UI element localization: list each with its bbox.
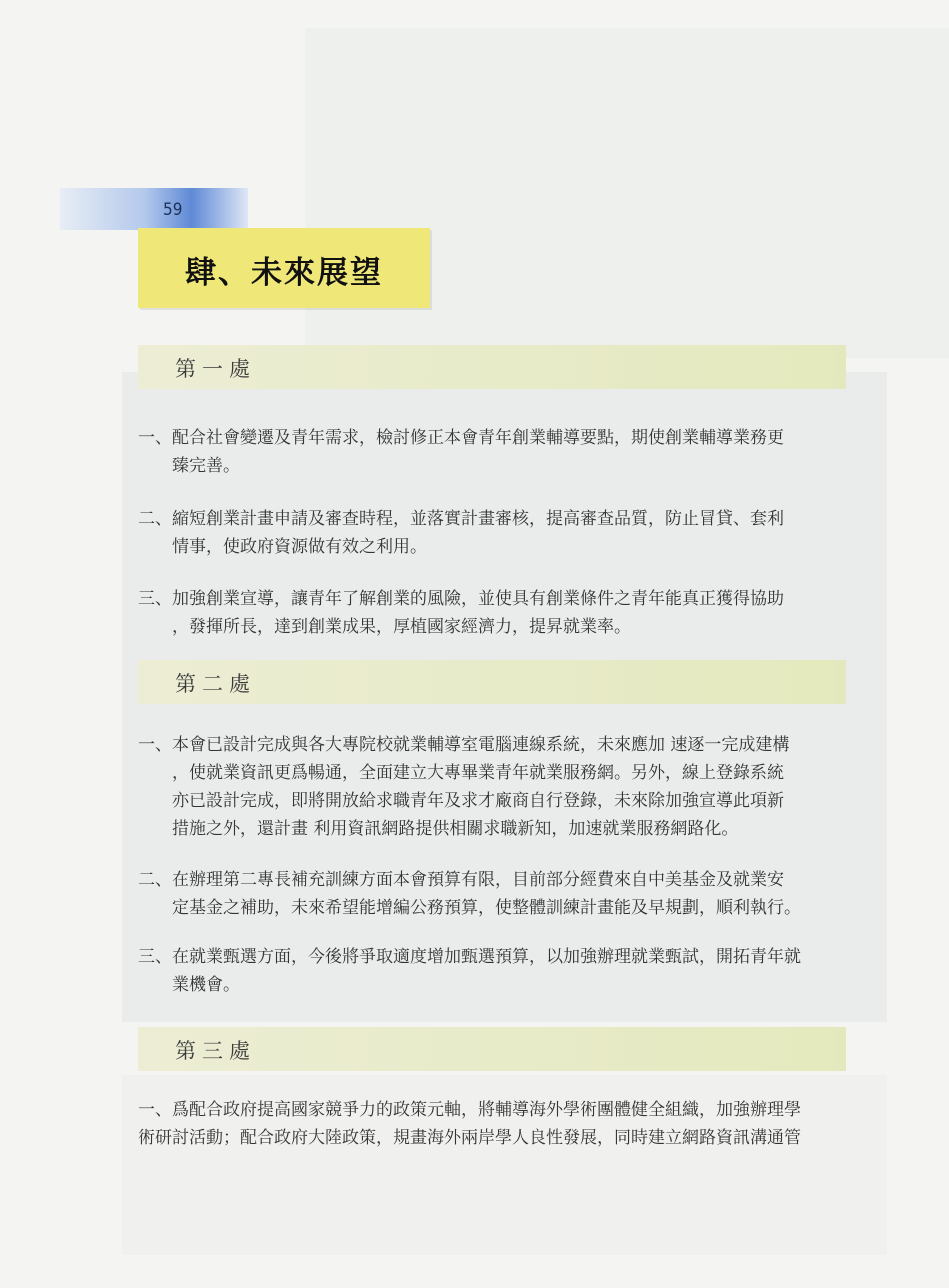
paragraph-line: 一、配合社會變遷及青年需求，檢討修正本會青年創業輔導要點，期使創業輔導業務更 xyxy=(138,428,784,448)
page-number-bar xyxy=(60,188,248,230)
paragraph-line: 措施之外，還計畫 利用資訊網路提供相關求職新知，加速就業服務網路化。 xyxy=(172,819,739,839)
paragraph-line: 業機會。 xyxy=(172,975,240,995)
list-item xyxy=(138,1096,846,1152)
paragraph-line: ，使就業資訊更爲暢通，全面建立大專畢業青年就業服務網。另外，線上登錄系統 xyxy=(172,763,784,783)
paragraph-line: 二、縮短創業計畫申請及審查時程，並落實計畫審核，提高審查品質，防止冒貸、套利 xyxy=(138,509,784,529)
section-title: 第三處 xyxy=(175,1039,256,1063)
paragraph-line: ，發揮所長，達到創業成果，厚植國家經濟力，提昇就業率。 xyxy=(172,617,631,637)
section-title: 第一處 xyxy=(175,357,256,381)
list-item xyxy=(138,424,846,480)
list-item xyxy=(138,505,846,561)
list-item xyxy=(138,943,846,999)
paragraph-line: 亦已設計完成，即將開放給求職青年及求才廠商自行登錄，未來除加強宣導此項新 xyxy=(172,791,784,811)
section-title: 第二處 xyxy=(175,672,256,696)
paragraph-line: 三、在就業甄選方面，今後將爭取適度增加甄選預算，以加強辦理就業甄試，開拓青年就 xyxy=(138,947,801,967)
paragraph-line: 一、本會已設計完成與各大專院校就業輔導室電腦連線系統，未來應加 速逐一完成建構 xyxy=(138,735,790,755)
list-item xyxy=(138,866,846,922)
paragraph-line: 一、爲配合政府提高國家競爭力的政策元軸，將輔導海外學術團體健全組織，加強辦理學 xyxy=(138,1100,801,1120)
list-item xyxy=(138,585,846,641)
paragraph-line: 臻完善。 xyxy=(172,456,240,476)
list-item xyxy=(138,731,846,843)
paragraph-line: 術研討活動；配合政府大陸政策，規畫海外兩岸學人良性發展，同時建立網路資訊溝通管 xyxy=(138,1128,801,1148)
chapter-title: 肆、未來展望 xyxy=(185,255,383,291)
paragraph-line: 情事，使政府資源做有效之利用。 xyxy=(172,537,427,557)
paragraph-line: 定基金之補助，未來希望能增編公務預算，使整體訓練計畫能及早規劃，順利執行。 xyxy=(172,898,801,918)
paragraph-line: 二、在辦理第二專長補充訓練方面本會預算有限，目前部分經費來自中美基金及就業安 xyxy=(138,870,784,890)
background-panel xyxy=(305,28,949,358)
page-number: 59 xyxy=(163,200,183,220)
paragraph-line: 三、加強創業宣導，讓青年了解創業的風險，並使具有創業條件之青年能真正獲得協助 xyxy=(138,589,784,609)
